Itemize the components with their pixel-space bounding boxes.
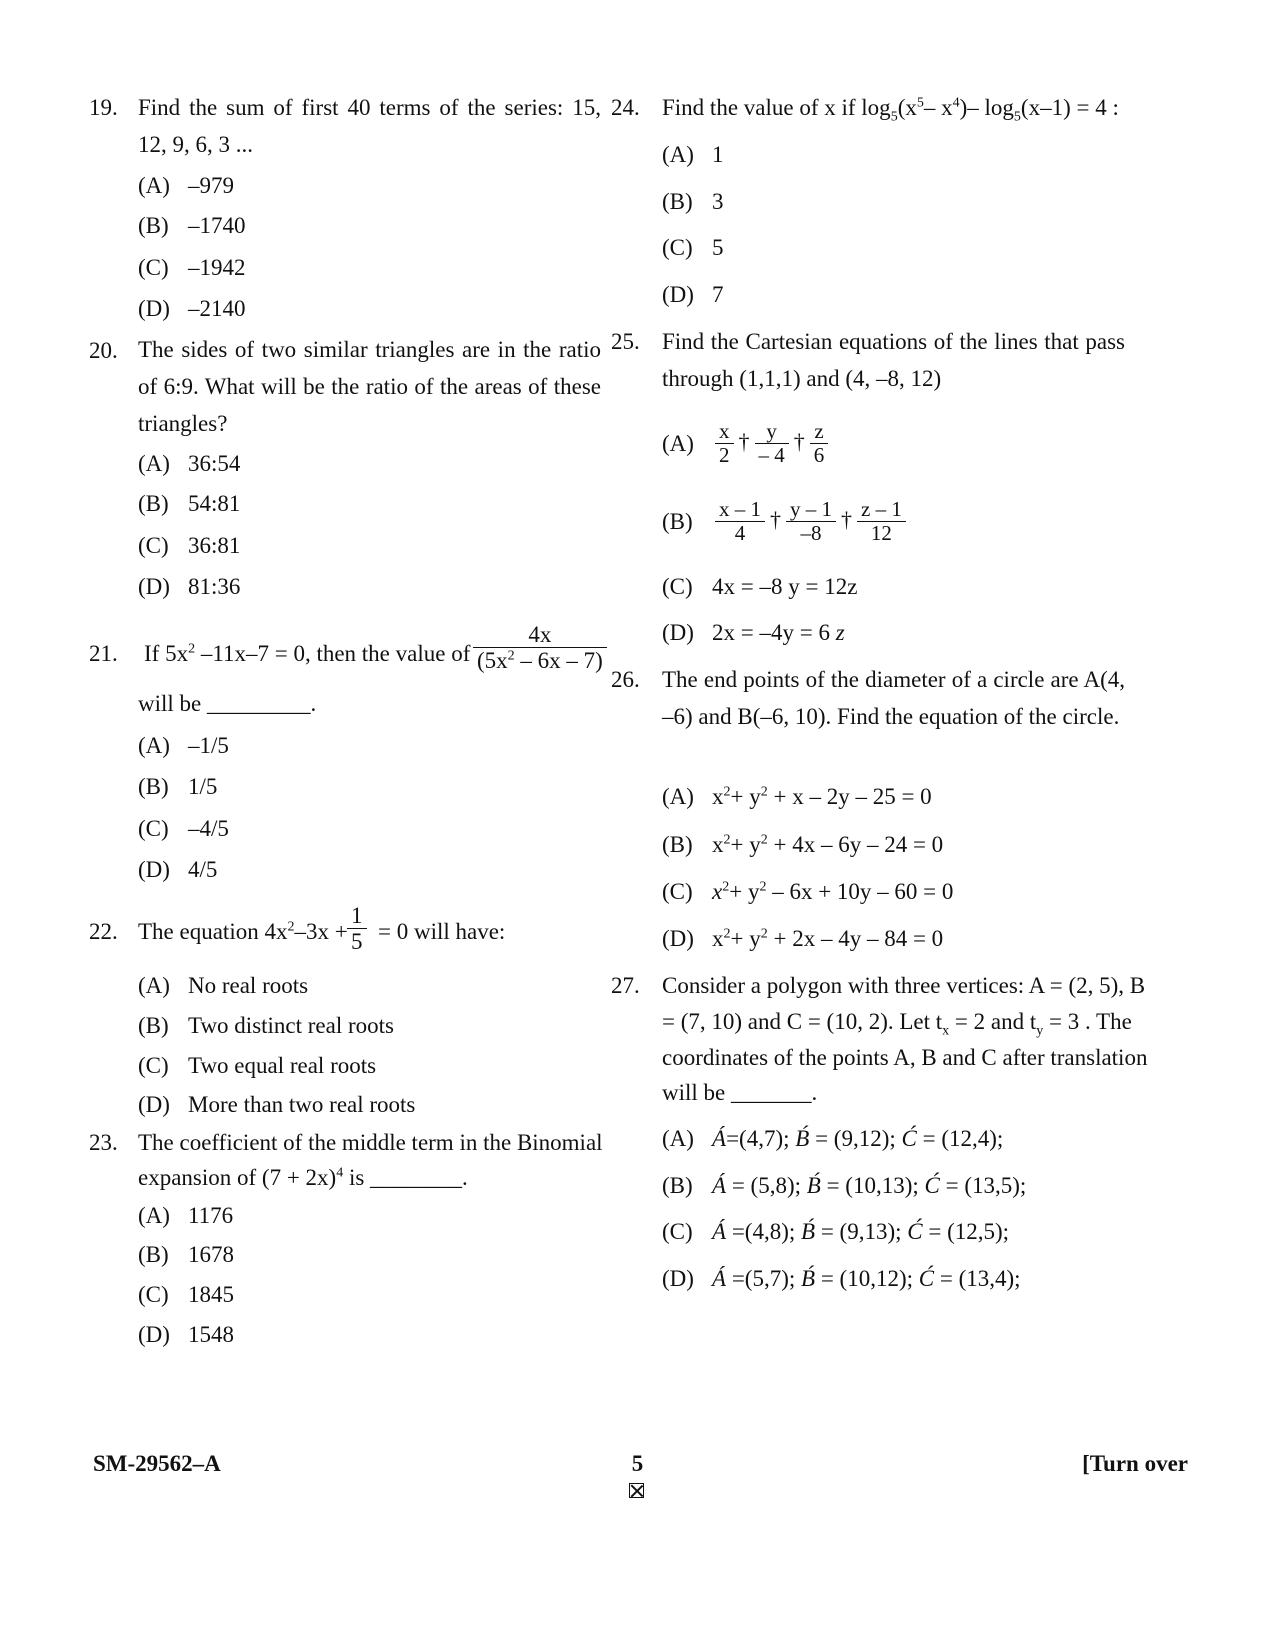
option-b: [138, 1014, 394, 1037]
fraction-denominator: 2: [719, 443, 730, 468]
fraction-denominator: –8: [800, 521, 822, 546]
fraction-z: [857, 498, 906, 545]
exponent: 2: [723, 784, 731, 800]
option-label: (C): [138, 816, 169, 841]
option-a: [662, 785, 932, 808]
question-text: The sides of two similar triangles are in the ratio of 6:9. What will be the ratio of the areas of these triangles?: [138, 337, 601, 436]
exponent: 2: [723, 832, 731, 848]
option-value: 1678: [188, 1242, 234, 1267]
option-label: (D): [662, 282, 694, 307]
option-label: (B): [138, 491, 169, 516]
option-b: [138, 775, 217, 798]
subscript: 5: [1013, 109, 1021, 125]
option-d: [662, 927, 943, 950]
text-part: = 2 and t: [949, 1009, 1037, 1034]
point-a-prime: Á: [712, 1173, 727, 1198]
option-b: [662, 1174, 1026, 1197]
option-b: [662, 833, 943, 856]
option-value: –4/5: [188, 816, 229, 841]
question-number: 27.: [611, 973, 640, 998]
option-value: More than two real roots: [188, 1092, 416, 1117]
text-part: –11x–7 = 0, then the value of: [195, 641, 471, 666]
fraction-numerator: x – 1: [715, 498, 765, 522]
point-b-prime: B́: [801, 1219, 816, 1244]
option-label: (A): [138, 973, 170, 998]
text-part: )– log: [959, 95, 1014, 120]
option-value: 1548: [188, 1322, 234, 1347]
option-label: (A): [138, 173, 170, 198]
option-value: 7: [712, 282, 724, 307]
point-a-prime: Á: [712, 1219, 727, 1244]
text-part: Find the value of x if log: [662, 95, 891, 120]
fraction-numerator: z – 1: [857, 498, 906, 522]
option-d: [138, 1323, 234, 1346]
question-number: 26.: [611, 667, 640, 692]
text-part: expansion of (7 + 2x): [138, 1165, 337, 1190]
exponent: 4: [952, 95, 960, 111]
exponent: 2: [760, 832, 768, 848]
question-number: 22.: [89, 919, 118, 944]
coord: = (12,4);: [916, 1126, 1004, 1151]
option-label: (B): [662, 189, 693, 214]
eq-part: x: [712, 926, 724, 951]
point-b-prime: B́: [806, 1173, 821, 1198]
question-number: 19.: [89, 95, 118, 120]
fraction-body: [473, 622, 607, 674]
option-label: (B): [138, 774, 169, 799]
fraction-numerator: x: [715, 420, 734, 444]
point-b-prime: B́: [801, 1266, 816, 1291]
option-value: 36:81: [188, 533, 241, 558]
fraction-denominator: 12: [870, 521, 892, 546]
option-a: [662, 143, 724, 166]
question-text-line-4: will be _______.: [662, 1080, 818, 1105]
option-label: (B): [138, 1242, 169, 1267]
coord: =(4,8);: [726, 1219, 801, 1244]
option-value: 1176: [188, 1203, 234, 1228]
option-c: [662, 575, 857, 598]
text-part: (x: [897, 95, 917, 120]
option-label: (A): [662, 1126, 694, 1151]
option-b: [138, 1243, 234, 1266]
paper-code: SM-29562–A: [93, 1451, 221, 1476]
option-value: 1/5: [188, 774, 218, 799]
eq-part: + 4x – 6y – 24 = 0: [767, 832, 944, 857]
option-label: (A): [662, 431, 694, 457]
question-text: [662, 95, 1119, 125]
coord: = (9,12);: [809, 1126, 902, 1151]
option-label: (D): [138, 1092, 170, 1117]
separator-glyph: †: [738, 428, 750, 454]
option-d: [138, 575, 240, 598]
option-c: [138, 534, 240, 557]
question-number: 23.: [89, 1130, 118, 1155]
fraction-numerator: 4x: [473, 622, 607, 648]
option-label: (A): [662, 784, 694, 809]
point-c-prime: Ć: [907, 1219, 923, 1244]
option-value: 1: [712, 142, 724, 167]
option-a: [138, 974, 308, 997]
fraction-denominator: 6: [813, 443, 825, 468]
separator-glyph: †: [770, 506, 781, 532]
option-label: (B): [662, 1173, 693, 1198]
question-text: [138, 920, 348, 943]
option-value: Two distinct real roots: [188, 1013, 394, 1038]
exponent: 2: [722, 879, 730, 895]
question-text: Find the sum of first 40 terms of the series: 15, 12, 9, 6, 3 ...: [138, 95, 601, 157]
option-label: (B): [138, 1013, 169, 1038]
eq-part: + y: [730, 784, 761, 809]
option-value: 3: [712, 189, 724, 214]
coord: = (10,13);: [820, 1173, 925, 1198]
option-value-italic: z: [835, 620, 845, 645]
option-c: [138, 256, 246, 279]
option-c: [138, 1283, 234, 1306]
option-label: (C): [138, 533, 169, 558]
subscript: x: [942, 1023, 950, 1039]
fraction-x: [715, 420, 734, 467]
option-a: [138, 452, 240, 475]
fraction: [344, 903, 370, 955]
option-value: 1845: [188, 1282, 234, 1307]
fraction-y: [755, 420, 789, 467]
fraction-denominator: 5: [351, 929, 363, 955]
option-label: (A): [662, 142, 694, 167]
option-label: (D): [662, 1266, 694, 1291]
exponent: 4: [336, 1165, 344, 1181]
fraction-z: [810, 420, 829, 467]
option-value: –1740: [188, 213, 246, 238]
option-label: (A): [138, 733, 170, 758]
question-text-line-1: Consider a polygon with three vertices: A = (2, 5), B: [662, 973, 1146, 998]
coord: = (9,13);: [815, 1219, 908, 1244]
option-label: (A): [138, 1203, 170, 1228]
den-part: (5x: [477, 648, 508, 674]
option-a: [138, 1204, 233, 1227]
exponent: 2: [760, 926, 768, 942]
question-text: The end points of the diameter of a circle are A(4, –6) and B(–6, 10). Find the equation of the circle.: [662, 667, 1125, 729]
point-c-prime: Ć: [924, 1173, 940, 1198]
text-part: –3x +: [294, 919, 348, 944]
eq-part: + x – 2y – 25 = 0: [767, 784, 932, 809]
point-c-prime: Ć: [918, 1266, 935, 1291]
option-label: (B): [662, 509, 693, 535]
question-number: 24.: [611, 95, 640, 120]
coord: =(4,7);: [726, 1126, 796, 1151]
option-c: [662, 236, 724, 259]
question-text: [144, 642, 470, 665]
exponent: 2: [507, 648, 515, 664]
exponent: 2: [723, 926, 731, 942]
fraction-y: [786, 498, 836, 545]
text-part: If 5x: [144, 641, 189, 666]
option-value: 5: [712, 235, 724, 260]
coord: = (5,8);: [726, 1173, 807, 1198]
point-c-prime: Ć: [901, 1126, 917, 1151]
option-a: [138, 174, 234, 197]
option-c: [662, 880, 953, 903]
fraction-denominator: [473, 648, 607, 673]
question-text-continued: [138, 1166, 468, 1189]
option-label: (C): [138, 255, 169, 280]
subscript: y: [1036, 1023, 1044, 1039]
question-text: The coefficient of the middle term in the Binomial: [138, 1130, 603, 1155]
question-text-line-2: [662, 1009, 1132, 1039]
option-label: (D): [662, 926, 694, 951]
point-a-prime: Á: [712, 1126, 727, 1151]
option-value: –1942: [188, 255, 246, 280]
exponent: 2: [760, 784, 768, 800]
question-number: 25.: [611, 329, 640, 354]
question-text-continued: will be _________.: [138, 691, 317, 716]
fraction-numerator: y: [755, 420, 789, 444]
option-label: (D): [138, 296, 170, 321]
eq-part: x: [712, 832, 724, 857]
exponent: 5: [916, 95, 924, 111]
question-text-continued: = 0 will have:: [378, 919, 506, 944]
fraction-numerator: 1: [347, 903, 367, 929]
den-part: – 6x – 7): [514, 648, 603, 674]
option-d: [138, 1093, 415, 1116]
fraction-numerator: y – 1: [786, 498, 836, 522]
eq-part: x: [712, 784, 724, 809]
exponent: 2: [759, 879, 767, 895]
text-part: The equation 4x: [138, 919, 288, 944]
option-c: [138, 1054, 376, 1077]
coord: = (13,5);: [939, 1173, 1027, 1198]
option-a: [662, 420, 831, 467]
option-label: (C): [662, 574, 693, 599]
option-label: (D): [138, 1322, 170, 1347]
question-text: Find the Cartesian equations of the lines that pass through (1,1,1) and (4, –8, 12): [662, 329, 1125, 391]
point-b-prime: B́: [795, 1126, 810, 1151]
text-part: is ________.: [343, 1165, 468, 1190]
coord: = (13,4);: [934, 1266, 1021, 1291]
option-b: [662, 190, 724, 213]
fraction-x: [715, 498, 765, 545]
text-part: – x: [923, 95, 953, 120]
option-label: (B): [138, 213, 169, 238]
option-b: [138, 214, 246, 237]
question-text-line-3: coordinates of the points A, B and C after translation: [662, 1045, 1148, 1070]
subscript: 5: [890, 109, 898, 125]
coord: = (10,12);: [815, 1266, 919, 1291]
fraction-body: [347, 903, 367, 955]
question-number: 21.: [89, 641, 118, 666]
coord: = (12,5);: [922, 1219, 1010, 1244]
option-value: Two equal real roots: [188, 1053, 377, 1078]
option-label: (D): [138, 857, 170, 882]
option-label: (C): [138, 1053, 169, 1078]
option-value: 4/5: [188, 857, 218, 882]
option-value: –1/5: [188, 733, 229, 758]
fraction: [470, 622, 610, 674]
option-b: [662, 498, 909, 545]
option-b: [138, 492, 240, 515]
option-label: (A): [138, 451, 170, 476]
option-label: (C): [662, 1219, 693, 1244]
option-label: (C): [662, 235, 693, 260]
exponent: 2: [287, 919, 295, 935]
option-value: –2140: [188, 296, 246, 321]
fraction-numerator: z: [810, 420, 829, 444]
text-part: = 3 . The: [1043, 1009, 1132, 1034]
fraction-denominator: 4: [734, 521, 746, 546]
question-number: 20.: [89, 338, 118, 363]
option-d: [138, 297, 246, 320]
option-d: [662, 621, 845, 644]
option-label: (C): [138, 1282, 169, 1307]
separator-glyph: †: [841, 506, 852, 532]
separator-glyph: †: [793, 428, 805, 454]
eq-part: x: [712, 879, 723, 904]
option-value: 4x = –8 y = 12z: [712, 574, 858, 599]
exponent: 2: [188, 641, 196, 657]
fraction-denominator: – 4: [758, 443, 785, 468]
option-a: [662, 1127, 1003, 1150]
eq-part: + 2x – 4y – 84 = 0: [767, 926, 944, 951]
option-d: [138, 858, 217, 881]
text-part: (x–1) = 4 :: [1020, 95, 1119, 120]
option-value: 36:54: [188, 451, 241, 476]
option-label: (C): [662, 879, 693, 904]
eq-part: + y: [729, 879, 760, 904]
option-label: (B): [662, 832, 693, 857]
option-d: [662, 1267, 1021, 1290]
checkbox-cross-icon: [629, 1483, 644, 1498]
option-a: [138, 734, 229, 757]
eq-part: + y: [730, 926, 761, 951]
option-value: No real roots: [188, 973, 309, 998]
page-number: 5: [631, 1451, 644, 1476]
option-c: [662, 1220, 1009, 1243]
coord: =(5,7);: [726, 1266, 801, 1291]
eq-part: + y: [730, 832, 761, 857]
option-value: 2x = –4y = 6: [712, 620, 836, 645]
text-part: = (7, 10) and C = (10, 2). Let t: [662, 1009, 943, 1034]
option-label: (D): [138, 574, 170, 599]
turn-over-label: [Turn over: [1082, 1451, 1188, 1476]
option-value: 81:36: [188, 574, 241, 599]
option-c: [138, 817, 229, 840]
point-a-prime: Á: [712, 1266, 727, 1291]
option-d: [662, 283, 724, 306]
option-label: (D): [662, 620, 694, 645]
option-value: 54:81: [188, 491, 241, 516]
eq-part: – 6x + 10y – 60 = 0: [766, 879, 954, 904]
option-value: –979: [188, 173, 234, 198]
